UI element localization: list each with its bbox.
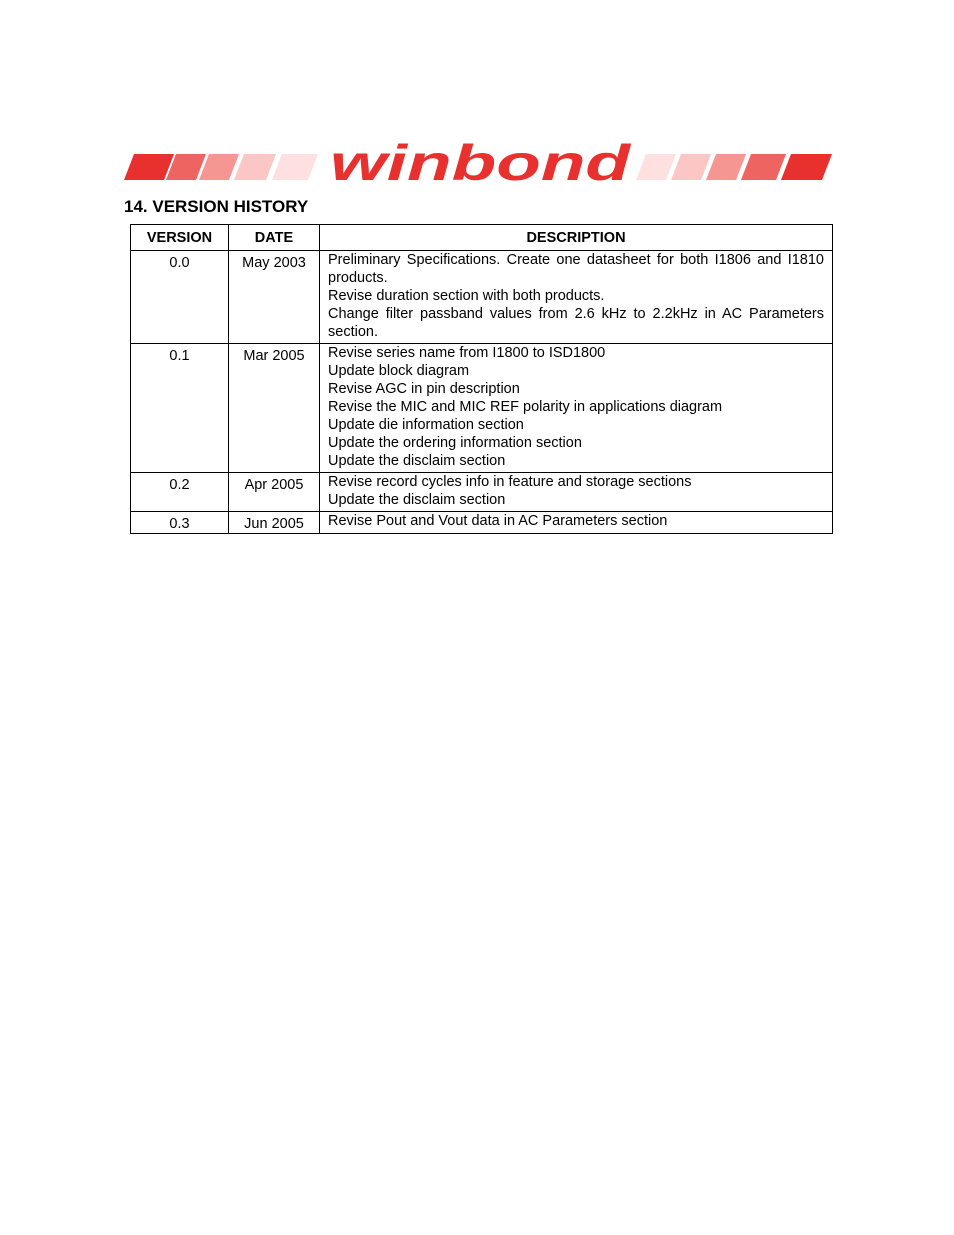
logo-stripes-left — [124, 154, 318, 180]
description-line: Update the disclaim section — [328, 492, 506, 508]
date-cell: Jun 2005 — [229, 512, 320, 534]
table-row — [131, 473, 833, 512]
description-cell — [320, 512, 833, 534]
description-line: Change filter passband values from 2.6 kHz to 2.2kHz in AC Parameters section. — [328, 306, 824, 340]
logo-stripes-right — [636, 154, 832, 180]
version-history-table — [130, 224, 833, 534]
logo-stripe — [124, 154, 174, 180]
version-cell: 0.1 — [131, 344, 229, 473]
logo-stripe — [671, 154, 711, 180]
description-line: Update die information section — [328, 417, 524, 433]
logo-stripe — [636, 154, 676, 180]
description-line: Revise Pout and Vout data in AC Parameters section — [328, 513, 668, 529]
description-line: Update the ordering information section — [328, 435, 582, 451]
description-line: Revise series name from I1800 to ISD1800 — [328, 345, 606, 361]
logo-stripe — [706, 154, 746, 180]
version-cell: 0.2 — [131, 473, 229, 512]
description-line: Update block diagram — [328, 363, 470, 379]
version-cell: 0.3 — [131, 512, 229, 534]
description-cell — [320, 473, 833, 512]
table-row — [131, 512, 833, 534]
column-header-version: VERSION — [131, 225, 229, 251]
description-cell — [320, 344, 833, 473]
table-header-row — [131, 225, 833, 251]
description-line: Update the disclaim section — [328, 453, 506, 469]
logo-stripe — [199, 154, 239, 180]
date-cell: Mar 2005 — [229, 344, 320, 473]
description-line: Revise record cycles info in feature and storage sections — [328, 474, 692, 490]
logo-stripe — [781, 154, 832, 180]
winbond-logo — [124, 140, 832, 184]
table-row — [131, 344, 833, 473]
logo-stripe — [741, 154, 786, 180]
description-line: Revise AGC in pin description — [328, 381, 520, 397]
column-header-description: DESCRIPTION — [320, 225, 833, 251]
table-row — [131, 251, 833, 344]
logo-stripe — [272, 154, 318, 180]
logo-wordmark: winbond — [330, 140, 633, 184]
description-cell — [320, 251, 833, 344]
description-line: Revise duration section with both products. — [328, 288, 605, 304]
description-line: Revise the MIC and MIC REF polarity in applications diagram — [328, 399, 723, 415]
date-cell: May 2003 — [229, 251, 320, 344]
column-header-date: DATE — [229, 225, 320, 251]
description-line: Preliminary Specifications. Create one datasheet for both I1806 and I1810 products. — [328, 252, 824, 286]
logo-stripe — [234, 154, 276, 180]
version-cell: 0.0 — [131, 251, 229, 344]
date-cell: Apr 2005 — [229, 473, 320, 512]
section-title: 14. VERSION HISTORY — [124, 197, 309, 216]
